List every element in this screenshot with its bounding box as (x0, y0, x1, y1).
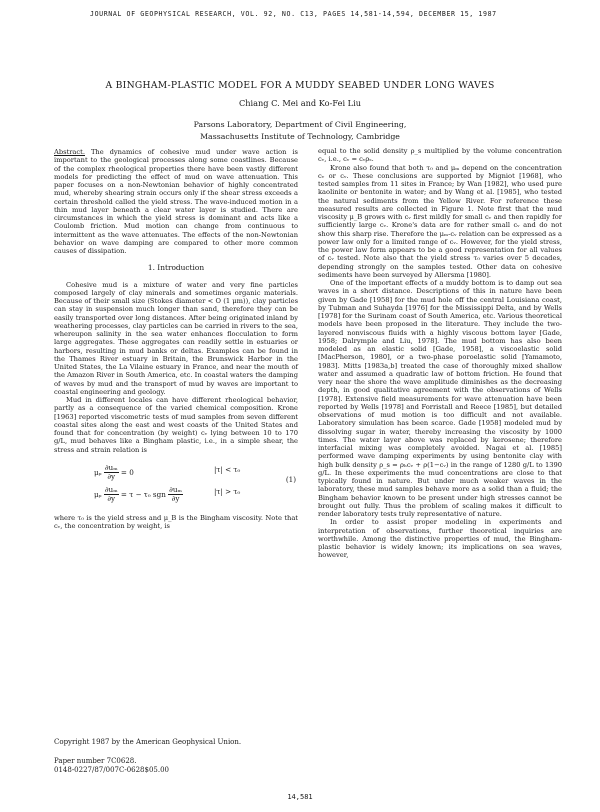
paper-number: Paper number 7C0628. (54, 757, 137, 765)
eq1-derivative (104, 464, 119, 482)
right-paragraph-3: In order to assist proper modeling in experiments and interpretation of observations, further theoretical inquiries are worthwhile. Among the distinctive properties of mud, the Bingham-plastic behavior is widely known; its implications on sea waves, however, (318, 518, 562, 560)
equation-number: (1) (285, 474, 296, 484)
eq2-sgn-denominator: ∂y (171, 494, 180, 503)
eq2-rhs: = τ − τ₀ sgn (120, 489, 166, 499)
right-column (318, 147, 562, 560)
eq2-derivative (104, 486, 119, 504)
eq1-derivative-numerator: ∂uₘ (104, 462, 118, 472)
eq2-sgn-derivative (168, 486, 183, 504)
right-paragraph-2: One of the important effects of a muddy bottom is to damp out sea waves in a short distance. Descriptions of this in nature have been given by Gade [1958] for the mud hole off the central Louisiana coast, by Tubman and Suhayda [1976] for the Mississippi Delta, and by Wells [1978] for the Surinam coast of South America, etc. Various theoretical models have been proposed in the literature. They include the two-layered nonviscous fluids with a highly viscous bottom layer [Gade, 1958; Dalrymple and Liu, 1978]. The mud bottom has also been modeled as an elastic solid [Gade, 1958], a viscoelastic solid [MacPherson, 1980], or a two-phase poroelastic solid [Yamamoto, 1983]. Mitts [1983a,b] treated the case of thoroughly mixed shallow water and assumed a quadratic law of bottom friction. He found that very near the shore the wave amplitude diminishes as the decreasing depth, in good qualitative agreement with the observations of Wells [1978]. Extensive field measurements for wave attenuation have been reported by Wells [1978] and Forristall and Reece [1985], but detailed observations of mud motion is too difficult and not available. Laboratory simulation has been scarce. Gade [1958] modeled mud by dissolving sugar in water, thereby increasing the viscosity by 1000 times. The water layer above was replaced by kerosene; therefore interfacial mixing was completely avoided. Nagai et al. [1985] performed wave damping experiments by using bentonite clay with high bulk density ρ_s = ρₕcᵥ + ρ(1−cᵥ) in the range of 1280 g/L to 1390 g/L. In these experiments the mud concentrations are close to that typically found in nature. But under much weaker waves in the laboratory, these mud samples behave more as a solid than a fluid; the Bingham behavior known to be present under high stresses cannot be brought out fully. Thus the problem of scaling makes it difficult to render laboratory tests truly representative of nature. (318, 279, 562, 518)
paper-authors: Chiang C. Mei and Ko-Fei Liu (239, 98, 361, 108)
equation-1 (54, 462, 298, 508)
intro-paragraph-3: where τ₀ is the yield stress and μ_B is the Bingham viscosity. Note that cᵥ, the concentration by weight, is (54, 513, 298, 530)
eq1-rhs: = 0 (120, 467, 134, 477)
running-head: JOURNAL OF GEOPHYSICAL RESEARCH, VOL. 92, NO. C13, PAGES 14,581-14,594, DECEMBER 15, 1987 (90, 10, 497, 18)
left-column (54, 148, 298, 530)
issn-code: 0148-0227/87/007C-0628$05.00 (54, 766, 170, 774)
copyright-block (54, 738, 298, 775)
section-heading-introduction: 1. Introduction (147, 263, 205, 273)
page-number: 14,581 (287, 793, 313, 801)
abstract-paragraph (54, 148, 298, 255)
intro-paragraph-2: Mud in different locales can have different rheological behavior, partly as a consequence of the varied chemical composition. Krone [1963] reported viscometric tests of mud samples from seven different coastal sites along the east and west coasts of the United States and found that for concentration (by weight) cᵥ lying between 10 to 170 g/L, mud behaves like a Bingham plastic, i.e., in a simple shear, the stress and strain relation is (54, 396, 298, 454)
eq2-coefficient: μₚ (94, 489, 102, 499)
equation-line-2 (94, 486, 183, 504)
eq1-derivative-denominator: ∂y (107, 472, 116, 481)
affiliation-line-2: Massachusetts Institute of Technology, Cambridge (200, 132, 400, 141)
equation-condition-2: |τ| > τ₀ (214, 486, 241, 496)
eq1-coefficient: μₚ (94, 467, 102, 477)
copyright-notice: Copyright 1987 by the American Geophysical Union. (54, 738, 242, 746)
abstract-text: The dynamics of cohesive mud under wave action is important to the geological processes along some coastlines. Because of the complex rheological properties there have been vastly different models for predicting the effect of mud on wave attenuation. This paper focuses on a non-Newtonian behavior of highly concentrated mud, whereby shearing strain occurs only if the shear stress exceeds a certain threshold called the yield stress. The wave-induced motion in a thin mud layer beneath a clear water layer is studied. There are circumstances in which the yield stress is dominant and acts like a Coulomb friction. Mud motion can change from continuous to intermittent as the wave attenuates. The effects of the non-Newtonian behavior on wave damping are compared to other more common causes of dissipation. (54, 148, 298, 255)
eq2-derivative-numerator: ∂uₘ (104, 484, 118, 494)
right-paragraph-1: Krone also found that both τ₀ and μₘ depend on the concentration cᵥ or cᵥ. These conclusions are supported by Migniot [1968], who tested samples from 11 sites in France; by Wan [1982], who used pure kaolinite or bentonite in water; and by Wang et al. [1985], who tested the natural sediments from the Yellow River. For reference these measured results are collected in Figure 1. Note first that the mud viscosity μ_B grows with cᵥ first mildly for small cᵥ and then rapidly for sufficiently large cᵥ. Krone's data are for rather small cᵥ and do not show this sharp rise. Therefore the μₘ-cᵥ relation can be expressed as a power law only for a limited range of cᵥ. However, for the yield stress, the power law form appears to be a good representation for all values of cᵥ tested. Note also that the yield stress τ₀ varies over 5 decades, depending strongly on the samples tested. Other data on cohesive sediments have been surveyed by Allersma [1980]. (318, 163, 562, 279)
eq2-sgn-numerator: ∂uₘ (169, 484, 182, 494)
affiliation-line-1: Parsons Laboratory, Department of Civil Engineering, (193, 120, 407, 129)
equation-condition-1: |τ| < τ₀ (214, 464, 241, 474)
intro-paragraph-1: Cohesive mud is a mixture of water and very fine particles composed largely of clay minerals and sometimes organic materials. Because of their small size (Stokes diameter < O (1 μm)), clay particles can stay in suspension much longer than sand, therefore they can be easily transported over long distances. After being originated inland by weathering processes, clay particles can be carried in rivers to the sea, whereupon salinity in the sea water enhances flocculation to form large aggregates. These aggregates can readily settle in estuaries or harbors, resulting in mud banks or deltas. Examples can be found in the Thames River estuary in Britain, the Brunswick Harbor in the United States, the La Vilaine estuary in France, and near the mouth of the Amazon River in South America, etc. In coastal waters the damping of waves by mud and the transport of mud by waves are important to coastal engineering and geology. (54, 280, 298, 396)
paper-title: A BINGHAM-PLASTIC MODEL FOR A MUDDY SEABED UNDER LONG WAVES (105, 80, 495, 91)
equation-line-1 (94, 464, 134, 482)
abstract-label: Abstract. (54, 148, 85, 156)
eq2-derivative-denominator: ∂y (107, 494, 116, 503)
right-paragraph-0: equal to the solid density ρ_s multiplied by the volume concentration cᵥ, i.e., cᵥ = cᵥρₛ. (318, 147, 562, 164)
author-affiliation (0, 119, 600, 143)
